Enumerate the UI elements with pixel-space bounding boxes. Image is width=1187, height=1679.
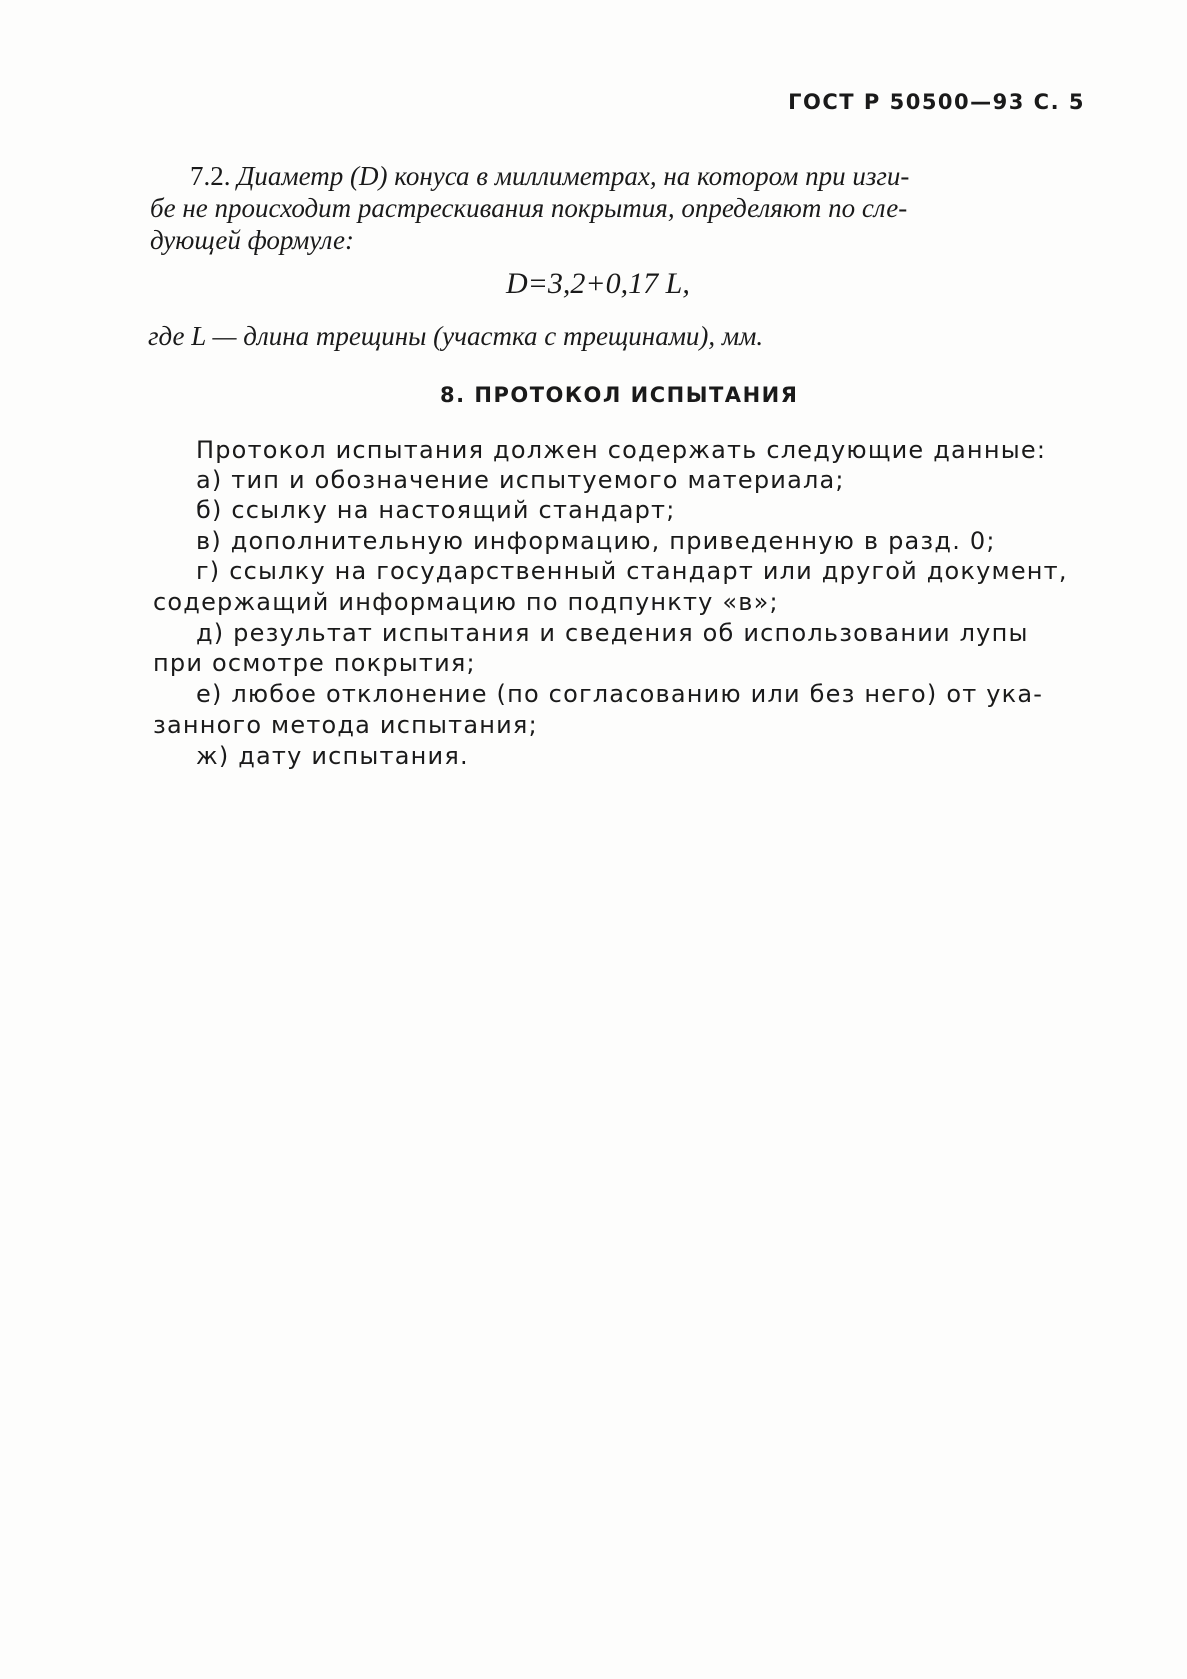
protocol-line: содержащий информацию по подпункту «в»; [153,588,779,616]
clause-7-2-line-1 [190,160,909,192]
protocol-line: в) дополнительную информацию, приведенную в разд. 0; [196,527,996,555]
formula-explanation: где L — длина трещины (участка с трещинами), мм. [148,321,764,351]
clause-number: 7.2. [190,161,231,191]
protocol-line: занного метода испытания; [153,711,538,739]
protocol-line: д) результат испытания и сведения об использовании лупы [196,619,1029,647]
protocol-line: при осмотре покрытия; [153,649,476,677]
protocol-line: г) ссылку на государственный стандарт или другой документ, [196,557,1068,585]
section-title: 8. ПРОТОКОЛ ИСПЫТАНИЯ [440,383,799,407]
protocol-line: Протокол испытания должен содержать следующие данные: [196,436,1047,464]
protocol-line: е) любое отклонение (по согласованию или без него) от ука- [196,680,1044,708]
formula: D=3,2+0,17 L, [506,267,690,300]
protocol-line: ж) дату испытания. [196,742,469,770]
clause-7-2-line-2: бе не происходит растрескивания покрытия, определяют по сле- [150,193,908,223]
clause-7-2-line-3: дующей формуле: [150,225,354,255]
clause-text-line-1: Диаметр (D) конуса в миллиметрах, на котором при изги- [237,161,910,191]
running-head: ГОСТ Р 50500—93 С. 5 [788,90,1085,114]
protocol-line: б) ссылку на настоящий стандарт; [196,496,676,524]
protocol-line: а) тип и обозначение испытуемого материала; [196,466,845,494]
